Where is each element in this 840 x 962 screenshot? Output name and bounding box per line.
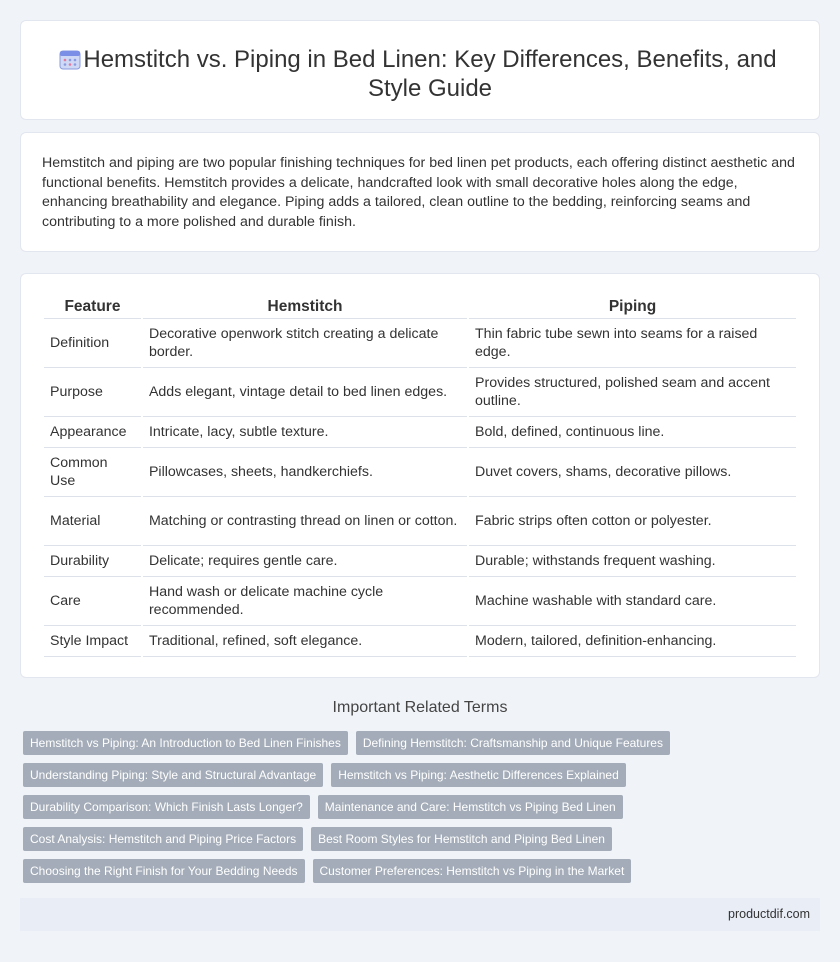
related-term-tag[interactable]: Choosing the Right Finish for Your Bedding Needs: [23, 859, 305, 883]
page-title: Hemstitch vs. Piping in Bed Linen: Key Differences, Benefits, and Style Guide: [83, 46, 777, 102]
tag-row: [23, 795, 803, 819]
related-term-tag[interactable]: Hemstitch vs Piping: An Introduction to Bed Linen Finishes: [23, 731, 348, 755]
piping-cell: Bold, defined, continuous line.: [469, 417, 796, 448]
piping-cell: Provides structured, polished seam and accent outline.: [469, 368, 796, 417]
hemstitch-cell: Delicate; requires gentle care.: [143, 546, 467, 577]
table-row: [44, 577, 796, 626]
piping-cell: Modern, tailored, definition-enhancing.: [469, 626, 796, 657]
intro-paragraph: Hemstitch and piping are two popular finishing techniques for bed linen pet products, each offering distinct aesthetic and functional benefits. Hemstitch provides a delicate, handcrafted look with small decorative holes along the edge, enhancing breathability and elegance. Piping adds a tailored, clean outline to the bedding, reinforcing seams and contributing to a more polished and durable finish.: [42, 155, 795, 230]
table-row: [44, 368, 796, 417]
header-hemstitch: Hemstitch: [143, 296, 467, 319]
table-row: [44, 497, 796, 546]
feature-cell: Material: [44, 497, 141, 546]
related-term-tag[interactable]: Understanding Piping: Style and Structural Advantage: [23, 763, 323, 787]
hemstitch-cell: Decorative openwork stitch creating a delicate border.: [143, 319, 467, 368]
intro-card: [20, 132, 820, 252]
related-term-tag[interactable]: Hemstitch vs Piping: Aesthetic Differences Explained: [331, 763, 626, 787]
piping-cell: Durable; withstands frequent washing.: [469, 546, 796, 577]
related-term-tag[interactable]: Customer Preferences: Hemstitch vs Piping in the Market: [313, 859, 632, 883]
related-term-tag[interactable]: Cost Analysis: Hemstitch and Piping Price Factors: [23, 827, 303, 851]
tag-row: [23, 731, 803, 755]
related-term-tag[interactable]: Durability Comparison: Which Finish Lasts Longer?: [23, 795, 310, 819]
piping-cell: Thin fabric tube sewn into seams for a raised edge.: [469, 319, 796, 368]
footer: [20, 898, 820, 931]
header-piping: Piping: [469, 296, 796, 319]
table-row: [44, 417, 796, 448]
hemstitch-cell: Matching or contrasting thread on linen or cotton.: [143, 497, 467, 546]
hemstitch-cell: Pillowcases, sheets, handkerchiefs.: [143, 448, 467, 497]
related-terms-list: [23, 731, 803, 891]
feature-cell: Definition: [44, 319, 141, 368]
tag-row: [23, 827, 803, 851]
header-feature: Feature: [44, 296, 141, 319]
piping-cell: Machine washable with standard care.: [469, 577, 796, 626]
feature-cell: Durability: [44, 546, 141, 577]
hemstitch-cell: Intricate, lacy, subtle texture.: [143, 417, 467, 448]
tag-row: [23, 859, 803, 883]
feature-cell: Appearance: [44, 417, 141, 448]
hemstitch-cell: Traditional, refined, soft elegance.: [143, 626, 467, 657]
related-term-tag[interactable]: Best Room Styles for Hemstitch and Piping Bed Linen: [311, 827, 612, 851]
tag-row: [23, 763, 803, 787]
piping-cell: Fabric strips often cotton or polyester.: [469, 497, 796, 546]
feature-cell: Common Use: [44, 448, 141, 497]
hemstitch-cell: Adds elegant, vintage detail to bed linen edges.: [143, 368, 467, 417]
table-row: [44, 626, 796, 657]
hemstitch-cell: Hand wash or delicate machine cycle recommended.: [143, 577, 467, 626]
feature-cell: Style Impact: [44, 626, 141, 657]
table-row: [44, 546, 796, 577]
comparison-table: [42, 296, 798, 657]
feature-cell: Purpose: [44, 368, 141, 417]
table-header-row: [44, 296, 796, 319]
comparison-table-card: [20, 273, 820, 678]
related-terms-title: Important Related Terms: [332, 699, 508, 716]
table-row: [44, 448, 796, 497]
piping-cell: Duvet covers, shams, decorative pillows.: [469, 448, 796, 497]
feature-cell: Care: [44, 577, 141, 626]
table-row: [44, 319, 796, 368]
related-term-tag[interactable]: Maintenance and Care: Hemstitch vs Piping Bed Linen: [318, 795, 623, 819]
header-card: [20, 20, 820, 120]
related-term-tag[interactable]: Defining Hemstitch: Craftsmanship and Unique Features: [356, 731, 670, 755]
footer-site-link[interactable]: productdif.com: [728, 907, 810, 921]
